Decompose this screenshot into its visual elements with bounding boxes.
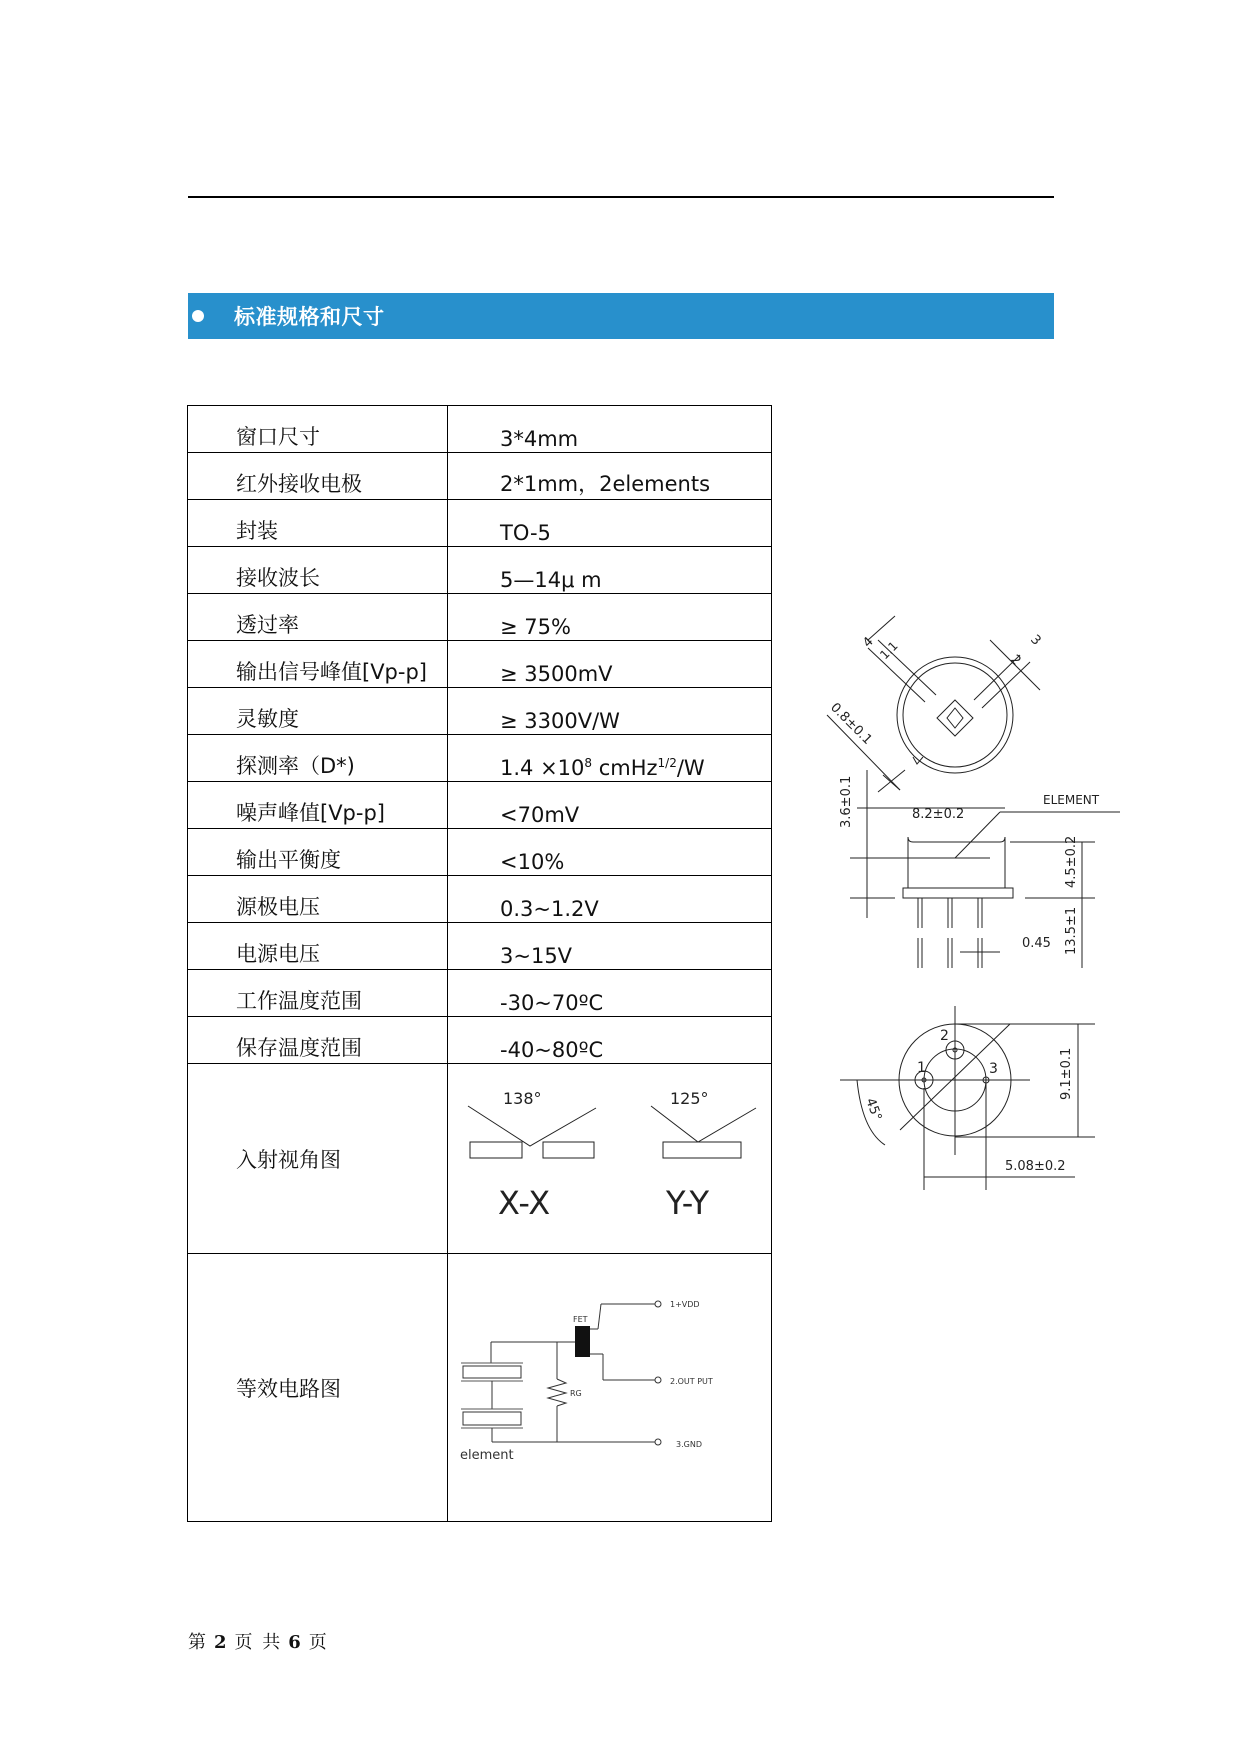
svg-text:X-X: X-X (498, 1184, 551, 1222)
svg-text:Y-Y: Y-Y (666, 1184, 710, 1222)
table-row (188, 594, 772, 641)
svg-text:2.OUT PUT: 2.OUT PUT (670, 1377, 713, 1386)
table-row (188, 876, 772, 923)
svg-text:4.5±0.2: 4.5±0.2 (1064, 835, 1079, 888)
top-view (827, 616, 1040, 792)
svg-text:RG: RG (570, 1389, 582, 1398)
spec-label: 灵敏度 (236, 707, 299, 731)
svg-text:3.GND: 3.GND (676, 1440, 702, 1449)
spec-label: 输出平衡度 (236, 848, 341, 872)
spec-label: 保存温度范围 (236, 1036, 362, 1060)
bullet-icon (192, 310, 204, 322)
section-header (188, 293, 1054, 339)
svg-text:45°: 45° (862, 1096, 885, 1124)
table-row (188, 500, 772, 547)
svg-text:3: 3 (989, 1061, 998, 1077)
spec-label: 接收波长 (236, 566, 320, 590)
current-page: 2 (214, 1632, 229, 1653)
dimension-drawing (815, 600, 1125, 1190)
table-row (188, 829, 772, 876)
svg-text:3: 3 (1027, 632, 1044, 649)
spec-value: 0.3~1.2V (500, 897, 599, 921)
spec-label: 探测率（D*) (236, 754, 355, 778)
spec-label: 源极电压 (236, 895, 320, 919)
section-title: 标准规格和尺寸 (234, 305, 385, 329)
spec-label: 红外接收电极 (236, 472, 362, 496)
table-row (188, 782, 772, 829)
spec-label: 窗口尺寸 (236, 425, 320, 449)
table-row (188, 453, 772, 500)
svg-text:138°: 138° (503, 1089, 542, 1108)
table-row (188, 641, 772, 688)
spec-value: TO-5 (500, 521, 551, 545)
svg-text:element: element (460, 1448, 514, 1463)
svg-text:ELEMENT: ELEMENT (1043, 793, 1100, 807)
page-footer: 第 2 页 共 6 页 (188, 1632, 329, 1653)
svg-text:0.8±0.1: 0.8±0.1 (827, 700, 875, 748)
table-row-view-angle (188, 1064, 772, 1254)
spec-value: <70mV (500, 803, 580, 827)
table-row (188, 688, 772, 735)
table-row (188, 970, 772, 1017)
spec-value: 5—14μ m (500, 568, 602, 592)
spec-label: 工作温度范围 (236, 989, 362, 1013)
table-row (188, 1017, 772, 1064)
spec-value: 3*4mm (500, 427, 579, 451)
view-angle-diagram (448, 1064, 771, 1248)
header-rule (188, 196, 1054, 198)
svg-text:5.08±0.2: 5.08±0.2 (1005, 1159, 1066, 1174)
spec-label: 噪声峰值[Vp-p] (236, 801, 385, 825)
table-row (188, 406, 772, 453)
svg-text:3.6±0.1: 3.6±0.1 (839, 775, 854, 828)
total-pages: 6 (288, 1632, 303, 1653)
table-row-circuit (188, 1254, 772, 1522)
svg-text:1+VDD: 1+VDD (670, 1300, 700, 1309)
svg-text:13.5±1: 13.5±1 (1064, 906, 1079, 955)
table-row (188, 735, 772, 782)
table-row (188, 547, 772, 594)
spec-value: 3~15V (500, 944, 573, 968)
svg-text:8.2±0.2: 8.2±0.2 (912, 807, 965, 822)
spec-label: 入射视角图 (236, 1147, 341, 1172)
spec-table (187, 405, 772, 1522)
spec-label: 等效电路图 (236, 1376, 341, 1401)
spec-value: -40~80ºC (500, 1038, 604, 1062)
svg-text:9.1±0.1: 9.1±0.1 (1059, 1047, 1074, 1100)
svg-text:4: 4 (860, 634, 877, 651)
svg-text:0.45: 0.45 (1022, 936, 1051, 951)
circuit-diagram (448, 1254, 771, 1516)
spec-value: -30~70ºC (500, 991, 604, 1015)
spec-value: ≥ 3300V/W (500, 709, 620, 733)
spec-label: 电源电压 (236, 942, 320, 966)
spec-label: 透过率 (236, 613, 299, 637)
spec-value: ≥ 3500mV (500, 662, 613, 686)
spec-value: <10% (500, 850, 565, 874)
svg-text:FET: FET (573, 1315, 588, 1324)
svg-text:2: 2 (940, 1028, 949, 1044)
svg-text:125°: 125° (670, 1089, 709, 1108)
spec-label: 输出信号峰值[Vp-p] (236, 660, 427, 684)
table-row (188, 923, 772, 970)
svg-text:1: 1 (917, 1060, 926, 1076)
spec-label: 封装 (236, 519, 278, 543)
svg-text:2: 2 (1007, 652, 1024, 669)
spec-value: 2*1mm，2elements (500, 472, 711, 496)
spec-value: $1.4 \times 10^8$ cmHz$^{1/2}$/W (500, 756, 705, 780)
svg-text:1.1: 1.1 (877, 638, 901, 663)
spec-value: ≥ 75% (500, 615, 571, 639)
